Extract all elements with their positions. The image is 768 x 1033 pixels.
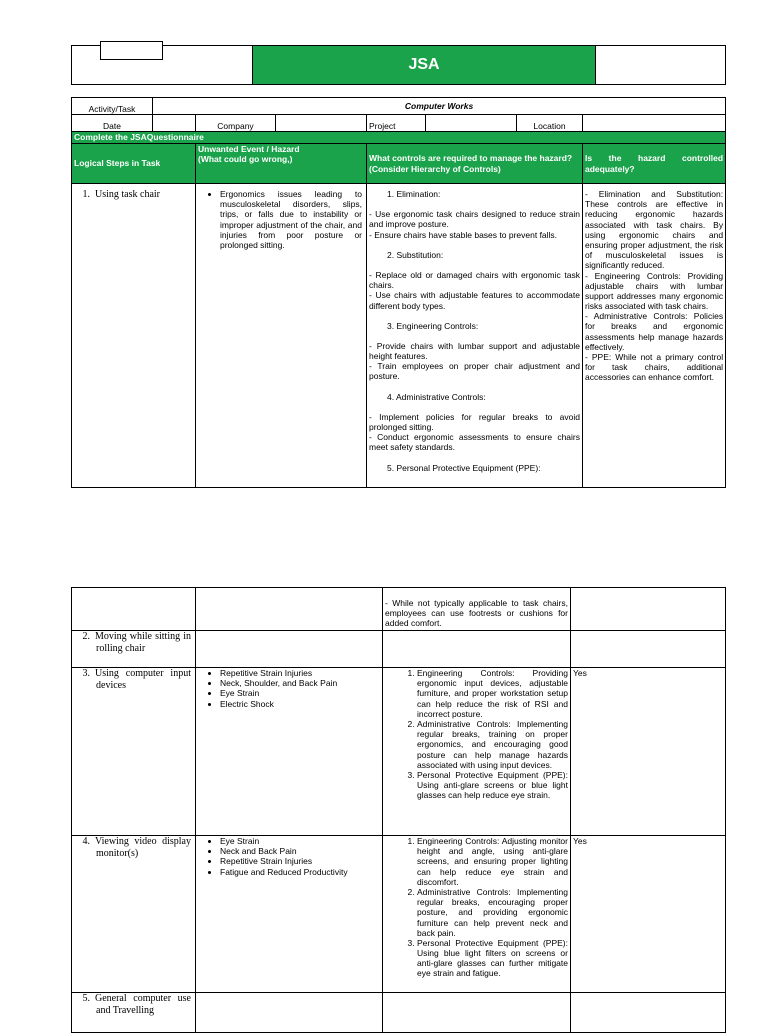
hazard-cell (196, 189, 367, 487)
activity-label: Activity/Task (72, 98, 153, 115)
col-steps-header: Logical Steps in Task (72, 144, 196, 184)
hazard-item: • Neck, Shoulder, and Back Pain (220, 678, 380, 688)
hazard-item: • Neck and Back Pain (220, 846, 380, 856)
adequate-cell (571, 588, 726, 631)
hazard-item: • Repetitive Strain Injuries (220, 668, 380, 678)
table-row (72, 993, 726, 1033)
control-text: - Provide chairs with lumbar support and adjustable height features. - Train employees on proper chair adjustment and posture. (369, 340, 580, 382)
table-row (72, 668, 726, 836)
jsa-title: JSA (253, 46, 596, 85)
jsa-continued-table (71, 587, 726, 1033)
hazard-item: • Repetitive Strain Injuries (220, 856, 380, 866)
control-text: - Replace old or damaged chairs with ergonomic task chairs. - Use chairs with adjustable features to accommodate different body types. (369, 269, 580, 311)
hazard-item: • Fatigue and Reduced Productivity (220, 867, 380, 877)
control-heading: 4. Administrative Controls: (387, 391, 486, 402)
step-cell (72, 588, 196, 631)
controls-header-sub: (Consider Hierarchy of Controls) (369, 163, 501, 174)
step-text: Moving while sitting in rolling chair (95, 631, 191, 654)
control-heading: 1. Elimination: (387, 189, 441, 199)
project-value[interactable] (426, 115, 517, 132)
hazard-item: • Electric Shock (220, 699, 380, 709)
step-cell: 2. Moving while sitting in rolling chair (72, 631, 196, 668)
table-row (72, 631, 726, 668)
controls-cell (383, 836, 571, 993)
step-text: Viewing video display monitor(s) (95, 836, 191, 859)
jsa-main-table (71, 97, 726, 488)
step-text: Using task chair (95, 189, 160, 200)
col-adequate-header: Is the hazard controlled adequately? (583, 144, 726, 184)
header-table (71, 45, 726, 85)
control-text: - Use ergonomic task chairs designed to reduce strain and improve posture. - Ensure chairs have stable bases to prevent falls. (369, 209, 580, 240)
date-label: Date (72, 115, 153, 132)
control-item: 1. Engineering Controls: Adjusting monitor height and angle, using anti-glare screens, and ensuring proper lighting can help reduce eye strain and discomfort. (417, 836, 568, 887)
control-heading: 2. Substitution: (387, 249, 444, 260)
logo-placeholder (100, 41, 163, 60)
project-label: Project (367, 115, 426, 132)
step-cell: 3. Using computer input devices (72, 668, 196, 836)
controls-cell: - While not typically applicable to task chairs, employees can use footrests or cushions for added comfort. (383, 588, 571, 631)
adequate-cell: Yes (571, 668, 726, 836)
step-cell: 4. Viewing video display monitor(s) (72, 836, 196, 993)
control-item: 2. Administrative Controls: Implementing regular breaks, encouraging proper posture, and providing ergonomic furniture can help prevent neck and back pain. (417, 887, 568, 938)
hazard-item: • Eye Strain (220, 836, 380, 846)
col-controls-header (367, 144, 583, 184)
hazard-cell (196, 836, 383, 993)
controls-cell (383, 668, 571, 836)
adequate-cell: Yes (571, 836, 726, 993)
company-label: Company (196, 115, 276, 132)
step-cell: 1. Using task chair (72, 189, 196, 487)
adequate-cell (571, 631, 726, 668)
control-text: - Implement policies for regular breaks to avoid prolonged sitting. - Conduct ergonomic assessments to ensure chairs meet safety standards. (369, 411, 580, 453)
adequate-cell (571, 993, 726, 1033)
controls-cell (367, 189, 583, 487)
control-item: 2. Administrative Controls: Implementing regular breaks, training on proper ergonomics, and encouraging good posture can help manage hazards associated with using input devices. (417, 719, 568, 770)
col-hazard-header (196, 144, 367, 184)
hazard-header-sub: (What could go wrong,) (198, 154, 293, 165)
location-label: Location (517, 115, 583, 132)
control-item: 3. Personal Protective Equipment (PPE): Using anti-glare screens or blue light glasses can help reduce eye strain. (417, 770, 568, 801)
step-cell: 5. General computer use and Travelling (72, 993, 196, 1033)
hazard-header-title: Unwanted Event / Hazard (198, 144, 300, 154)
location-value[interactable] (583, 115, 726, 132)
control-item: 3. Personal Protective Equipment (PPE): Using blue light filters on screens or anti-glare glasses can further mitigate eye strain and fatigue. (417, 938, 568, 979)
hazard-item: • Ergonomics issues leading to musculoskeletal disorders, slips, trips, or falls due to instability or improper adjustment of the chair, and injuries from poor posture or prolonged sitting. (220, 189, 362, 250)
hazard-item: • Eye Strain (220, 688, 380, 698)
hazard-cell (196, 668, 383, 836)
hazard-cell (196, 993, 383, 1033)
control-heading: 3. Engineering Controls: (387, 320, 479, 331)
questionnaire-bar: Complete the JSAQuestionnaire (72, 132, 726, 144)
hazard-cell (196, 588, 383, 631)
table-row (72, 588, 726, 631)
header-right-cell (596, 46, 726, 85)
hazard-cell (196, 631, 383, 668)
adequate-cell: - Elimination and Substitution: These controls are effective in reducing ergonomic hazards associated with task chairs. By using ergonomic chairs and ensuring proper adjustment, the risk of musculoskeletal issues is significantly reduced. - Engineering Controls: Providing adjustable chairs with lumbar support addresses many ergonomic risks associated with task chairs. - Administrative Controls: Policies for breaks and ergonomic assessments help manage hazards effectively. - PPE: While not a primary control for task chairs, additional accessories can enhance comfort. (583, 189, 726, 487)
controls-header-title: What controls are required to manage the hazard? (369, 153, 573, 164)
control-item: 1. Engineering Controls: Providing ergonomic input devices, adjustable furniture, and proper workstation setup can help reduce the risk of RSI and incorrect posture. (417, 668, 568, 719)
step-text: Using computer input devices (95, 668, 191, 691)
controls-cell (383, 993, 571, 1033)
company-value[interactable] (276, 115, 367, 132)
step-text: General computer use and Travelling (95, 993, 191, 1016)
control-heading: 5. Personal Protective Equipment (PPE): (387, 462, 541, 473)
controls-cell (383, 631, 571, 668)
table-row (72, 189, 726, 487)
activity-value: Computer Works (153, 98, 726, 115)
date-value[interactable] (153, 115, 196, 132)
table-row (72, 836, 726, 993)
